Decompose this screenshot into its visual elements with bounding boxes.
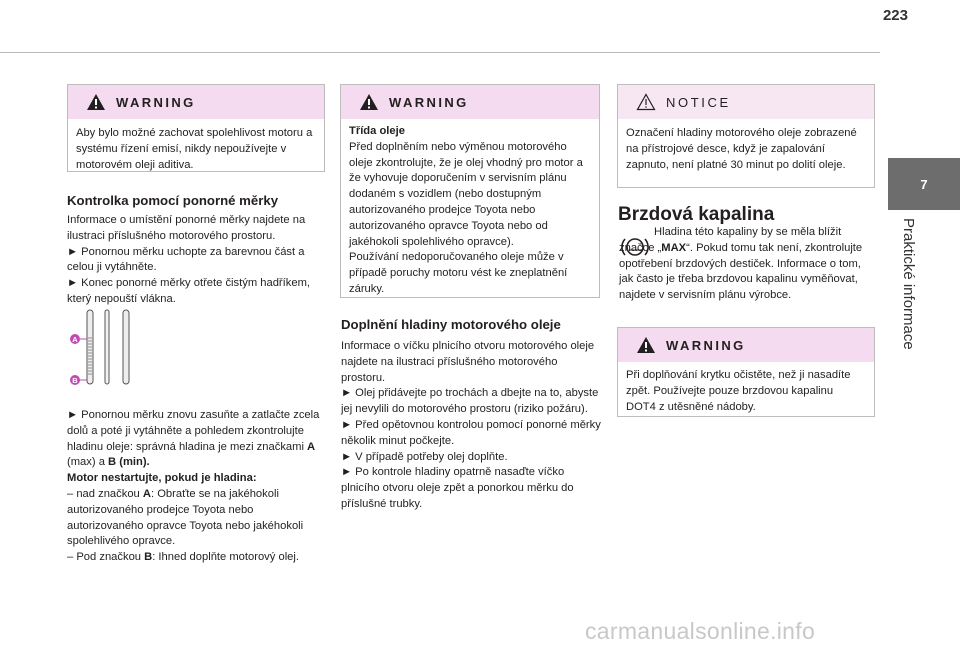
warning-title: WARNING [389,94,469,110]
warning-title: WARNING [666,337,746,353]
refill-step-3: ► V případě potřeby olej doplňte. [341,450,508,463]
watermark: carmanualsonline.info [585,618,816,644]
chapter-tab[interactable] [888,158,960,210]
page-number: 223 [882,7,908,24]
dipstick-diagram [68,308,138,388]
warning-triangle-icon [359,93,379,111]
warning-header [68,85,324,119]
refill-step-1: ► Olej přidávejte po trochách a dbejte na to, abyste jej nevylili do motorového prostoru (riziko požáru). [341,387,599,416]
warning-text: Aby bylo možné zachovat spolehlivost motoru a systému řízení emisí, nikdy nepoužívejte v motorovém oleji aditiva. [76,127,313,171]
below-b-paragraph: – Pod značkou B: Ihned doplňte motorový olej. [67,551,299,564]
check-level-paragraph: ► Ponornou měrku znovu zasuňte a zatlačte zcela dolů a poté ji vytáhněte a pohledem zkontrolujte hladinu oleje: správná hladina je mezi značkami A (max) a B (min). [67,409,320,469]
warning-text: Před doplněním nebo výměnou motorového oleje zkontrolujte, že je olej vhodný pro motor a že vyhovuje doporučením v servisním plánu dodaném s vozidlem (nebo dostupným autorizovaného prodejce Toyota nebo autorizovaného opravce Toyota nebo od jakéhokoli spolehlivého opravce). [349,140,583,248]
intro-paragraph: Informace o umístění ponorné měrky najdete na ilustraci příslušného motorového prostoru. [67,214,306,242]
marker-b-label: B [72,376,78,385]
warning-triangle-icon [86,93,106,111]
section-heading-dipstick: Kontrolka pomocí ponorné měrky [67,193,279,208]
warning-triangle-icon [636,336,656,354]
above-a-paragraph: – nad značkou A: Obraťte se na jakéhokoli autorizovaného prodejce Toyota nebo autorizovaného opravce Toyota nebo jakéhokoli spolehlivého opravce. [67,487,304,548]
warning-subtitle: Třída oleje [349,125,405,137]
top-divider [0,52,880,53]
warning-text: Při doplňování krytku očistěte, než ji nasadíte zpět. Používejte pouze brzdovou kapalinu DOT4 z utěsněné nádoby. [626,369,851,413]
notice-header [618,85,874,119]
step-wipe: ► Konec ponorné měrky otřete čistým hadříkem, který nepouští vlákna. [67,277,311,305]
chapter-number: 7 [920,176,928,192]
notice-title: NOTICE [666,94,731,110]
step-pull-out: ► Ponornou měrku uchopte za barevnou část a celou ji vytáhněte. [67,245,305,274]
warning-box-brake [617,327,875,417]
warning-text-2: Používání nedoporučovaného oleje může v případě poruchy motoru vést ke zneplatnění záruky. [349,251,568,295]
chapter-title: Praktické informace [900,218,917,350]
warning-header [618,328,874,362]
notice-text: Označení hladiny motorového oleje zobrazené na přístrojové desce, když je zapalování zapnuto, není platné 30 minut po dolití oleje. [626,127,857,171]
warning-box-additives [67,84,325,172]
section-heading-oil-refill: Doplnění hladiny motorového oleje [341,317,561,332]
do-not-start-heading: Motor nestartujte, pokud je hladina: [67,472,257,485]
marker-a-label: A [72,335,78,344]
brake-fluid-text: Hladina této kapaliny by se měla blížit značce „MAX“. Pokud tomu tak není, zkontrolujte opotřebení brzdových destiček. Informace o tom, jak často je třeba brzdovou kapalinu vyměňovat, najdete v servisním plánu výrobce. [619,226,863,302]
notice-triangle-icon [636,93,656,111]
refill-step-4: ► Po kontrole hladiny opatrně nasaďte víčko plnicího otvoru oleje zpět a ponorkou měrku do příslušné trubky. [341,466,574,510]
refill-intro: Informace o víčku plnicího otvoru motorového oleje najdete na ilustraci příslušného motorového prostoru. [341,340,595,384]
notice-box [617,84,875,188]
section-heading-brake-fluid: Brzdová kapalina [618,204,775,225]
warning-box-oil-class [340,84,600,298]
warning-header [341,85,599,119]
refill-step-2: ► Před opětovnou kontrolou pomocí ponorné měrky několik minut počkejte. [341,418,601,447]
warning-title: WARNING [116,94,196,110]
